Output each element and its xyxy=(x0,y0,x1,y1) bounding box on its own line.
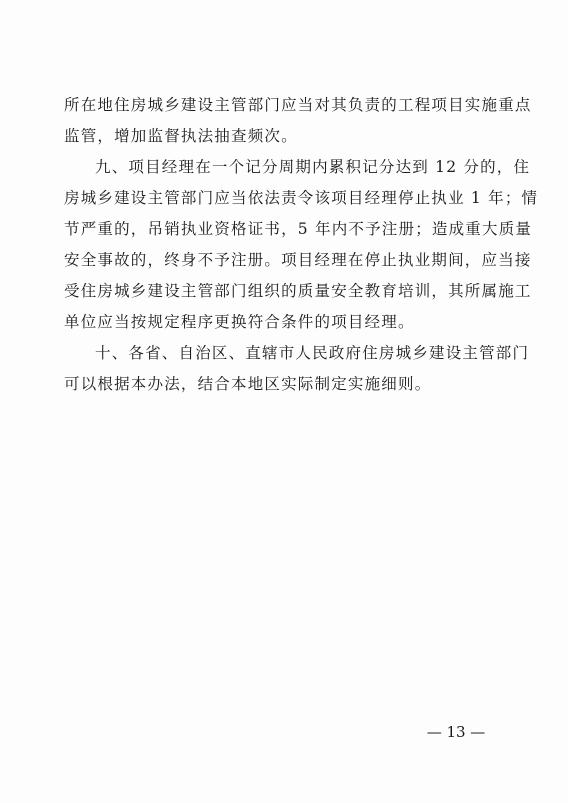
text-line: 安全事故的，终身不予注册。项目经理在停止执业期间，应当接 xyxy=(64,251,532,269)
paragraph-ten-start: 十、各省、自治区、直辖市人民政府住房城乡建设主管部门 xyxy=(95,344,530,362)
text-line: 房城乡建设主管部门应当依法责令该项目经理停止执业 1 年；情 xyxy=(64,189,539,207)
page-number: — 13 — xyxy=(426,723,486,741)
paragraph-nine-start: 九、项目经理在一个记分周期内累积记分达到 12 分的，住 xyxy=(95,158,531,176)
text-line: 所在地住房城乡建设主管部门应当对其负责的工程项目实施重点 xyxy=(64,96,532,114)
text-line: 受住房城乡建设主管部门组织的质量安全教育培训，其所属施工 xyxy=(64,282,532,300)
text-line: 可以根据本办法，结合本地区实际制定实施细则。 xyxy=(64,375,432,393)
document-body xyxy=(64,90,539,400)
text-line: 节严重的，吊销执业资格证书，5 年内不予注册；造成重大质量 xyxy=(64,220,533,238)
text-line: 监管，增加监督执法抽查频次。 xyxy=(64,127,298,145)
text-line: 单位应当按规定程序更换符合条件的项目经理。 xyxy=(64,313,415,331)
